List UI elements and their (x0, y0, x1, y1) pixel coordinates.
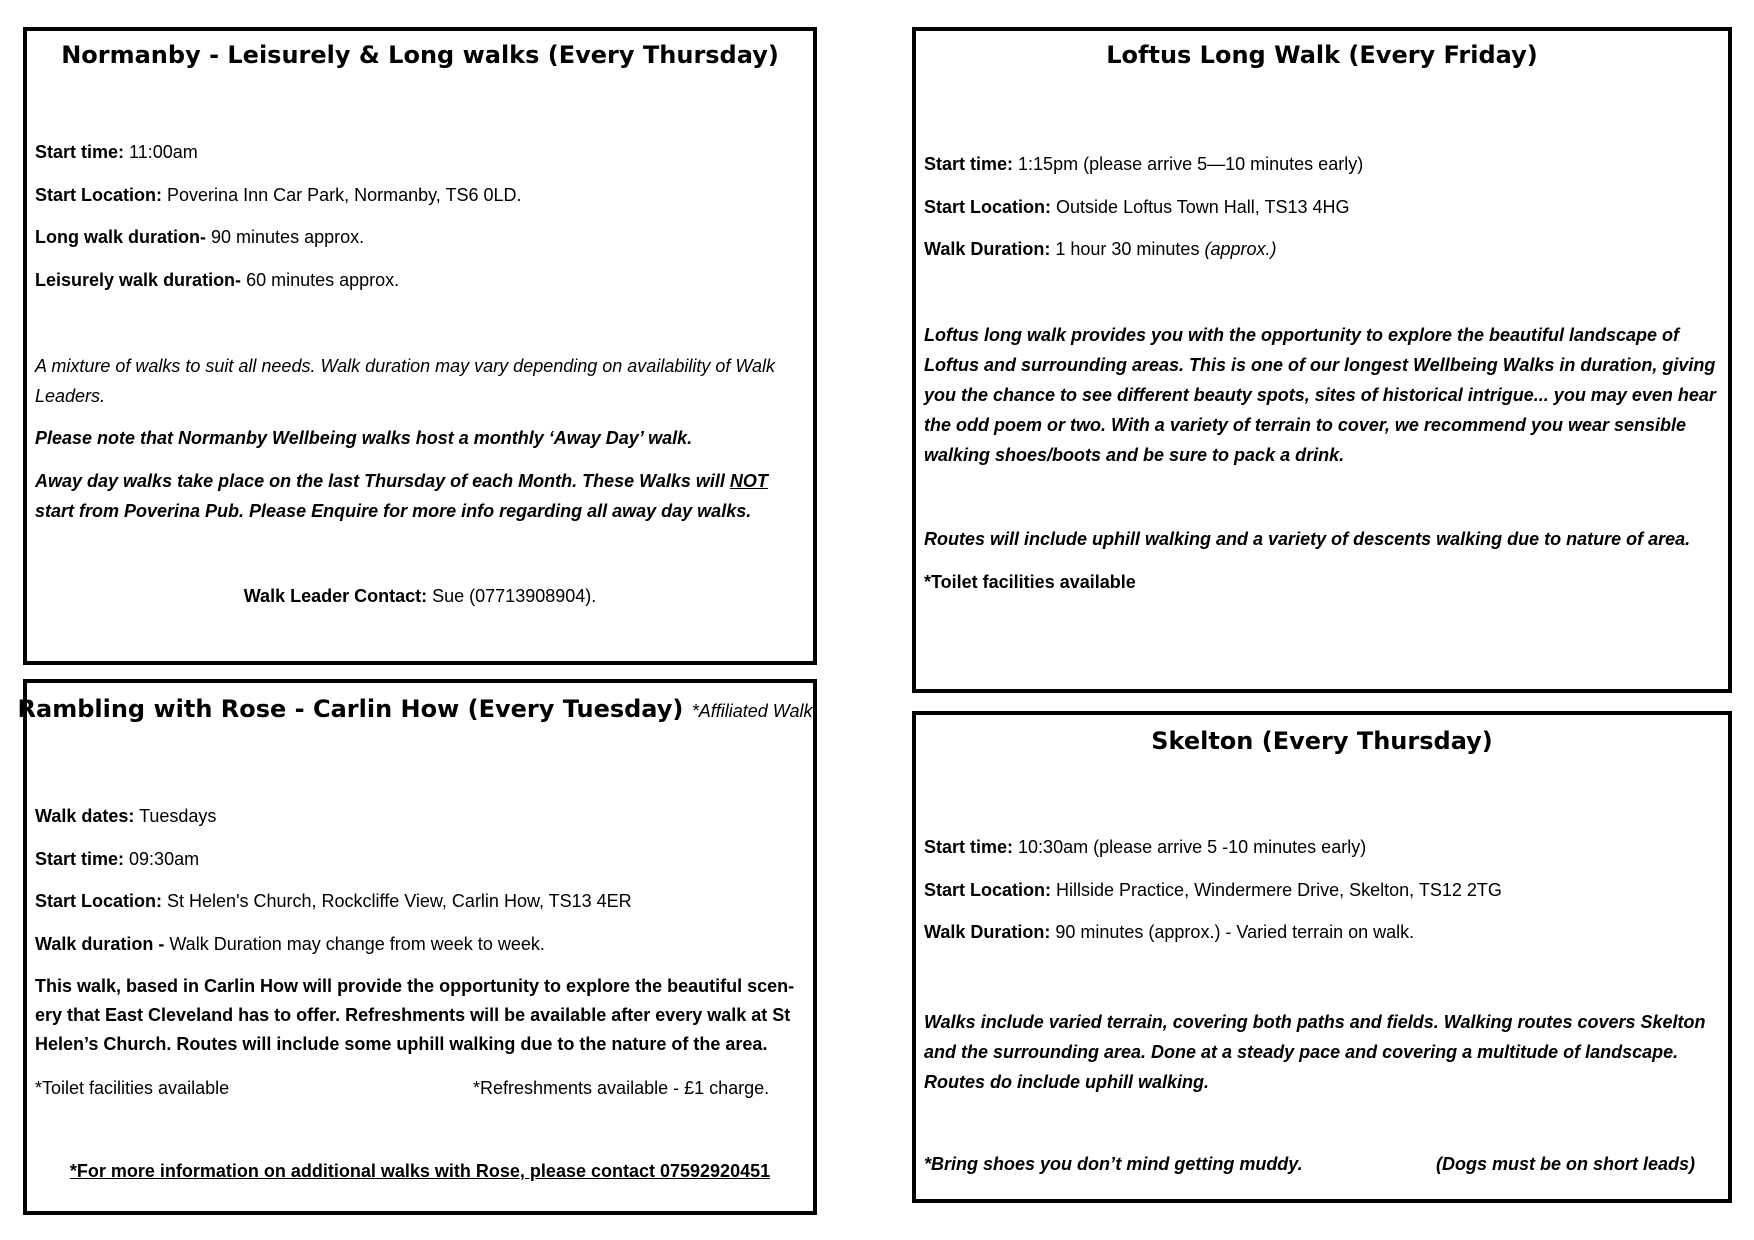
rambling-title: Rambling with Rose - Carlin How (Every Tuesday) *Affiliated Walk (17, 695, 813, 723)
loftus-walk-card (912, 27, 1732, 693)
normanby-long-duration: Long walk duration- 90 minutes approx. (35, 227, 365, 247)
rambling-refreshments-note: *Refreshments available - £1 charge. (473, 1078, 770, 1098)
normanby-mixture-text: A mixture of walks to suit all needs. Walk duration may vary depending on availability of Walk Leaders. (35, 356, 776, 406)
rambling-walk-dates: Walk dates: Tuesdays (35, 806, 217, 826)
skelton-walk-card (912, 711, 1732, 1203)
rambling-duration: Walk duration - Walk Duration may change from week to week. (35, 934, 545, 954)
rambling-more-info: *For more information on additional walks with Rose, please contact 07592920451 (69, 1161, 771, 1181)
skelton-dogs-note: (Dogs must be on short leads) (1436, 1154, 1696, 1174)
skelton-description: Walks include varied terrain, covering both paths and fields. Walking routes covers Skelton and the surrounding area. Done at a steady pace and covering a multitude of landscape. Routes do include uphill walking. (924, 1012, 1706, 1092)
normanby-start-time: Start time: 11:00am (35, 142, 198, 162)
skelton-start-time: Start time: 10:30am (please arrive 5 -10 minutes early) (924, 837, 1367, 857)
rambling-start-location: Start Location: St Helen's Church, Rockcliffe View, Carlin How, TS13 4ER (35, 891, 632, 911)
skelton-shoes-note: *Bring shoes you don’t mind getting muddy. (924, 1154, 1303, 1174)
rambling-description: This walk, based in Carlin How will provide the opportunity to explore the beautiful scen-ery that East Cleveland has to offer. Refreshments will be available after every walk at St Helen’s Church. Routes will include some uphill walking due to the nature of the area. (35, 976, 795, 1054)
skelton-title: Skelton (Every Thursday) (1151, 727, 1493, 755)
rambling-walk-card (17, 679, 817, 1215)
normanby-away-day-text: Away day walks take place on the last Thursday of each Month. These Walks will NOT start from Poverina Pub. Please Enquire for more info regarding all away day walks. (35, 471, 768, 521)
normanby-title: Normanby - Leisurely & Long walks (Every Thursday) (61, 41, 779, 69)
loftus-duration: Walk Duration: 1 hour 30 minutes (approx.) (924, 239, 1277, 259)
rambling-start-time: Start time: 09:30am (35, 849, 200, 869)
normanby-leader-contact: Walk Leader Contact: Sue (07713908904). (243, 586, 597, 606)
normanby-leisurely-duration: Leisurely walk duration- 60 minutes approx. (35, 270, 400, 290)
loftus-start-time: Start time: 1:15pm (please arrive 5—10 minutes early) (924, 154, 1364, 174)
affiliated-walk-label: *Affiliated Walk (691, 701, 813, 721)
loftus-toilet-note: *Toilet facilities available (924, 572, 1136, 592)
loftus-routes-note: Routes will include uphill walking and a variety of descents walking due to nature of area. (924, 529, 1691, 549)
skelton-start-location: Start Location: Hillside Practice, Windermere Drive, Skelton, TS12 2TG (924, 880, 1502, 900)
normanby-walk-card (23, 27, 817, 665)
loftus-start-location: Start Location: Outside Loftus Town Hall, TS13 4HG (924, 197, 1350, 217)
loftus-description: Loftus long walk provides you with the opportunity to explore the beautiful landscape of Loftus and surrounding areas. This is one of our longest Wellbeing Walks in duration, giving you the chance to see different beauty spots, sites of historical intrigue... you may even hear the odd poem or two. With a variety of terrain to cover, we recommend you wear sensible walking shoes/boots and be sure to pack a drink. (924, 325, 1716, 465)
loftus-title: Loftus Long Walk (Every Friday) (1106, 41, 1538, 69)
rambling-toilet-note: *Toilet facilities available (35, 1078, 230, 1098)
normanby-start-location: Start Location: Poverina Inn Car Park, Normanby, TS6 0LD. (35, 185, 522, 205)
normanby-away-day-note: Please note that Normanby Wellbeing walks host a monthly ‘Away Day’ walk. (35, 428, 693, 448)
skelton-duration: Walk Duration: 90 minutes (approx.) - Varied terrain on walk. (924, 922, 1415, 942)
